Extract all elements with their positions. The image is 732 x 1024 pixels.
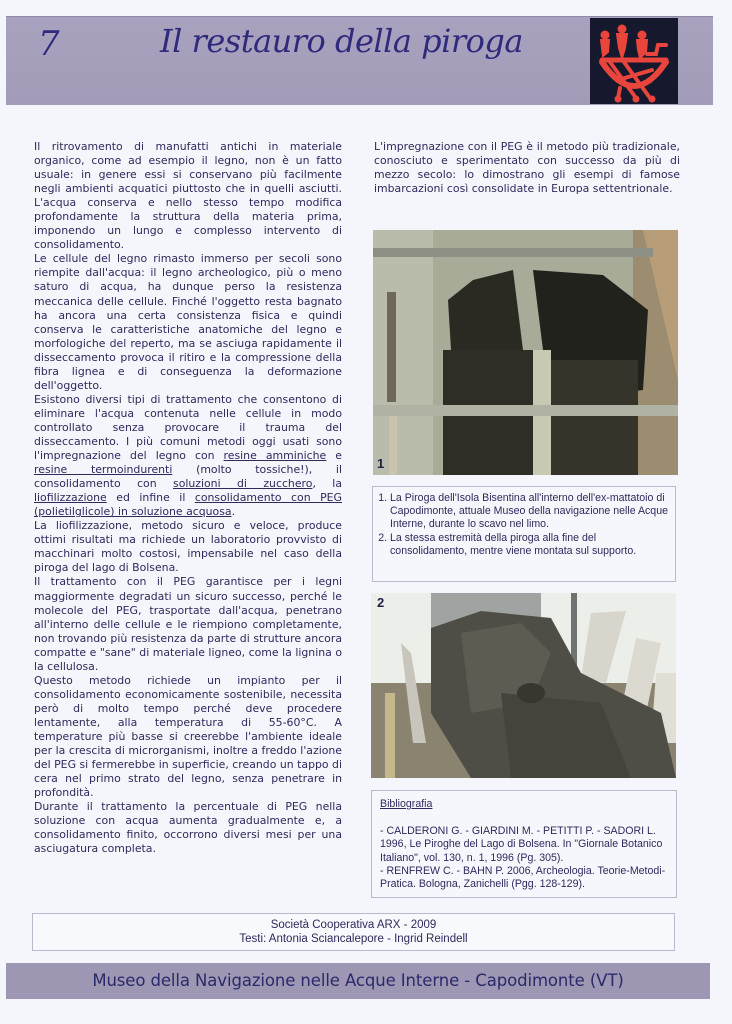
paragraph-peg-treatment: Il trattamento con il PEG garantisce per i legni maggiormente degradati un sicuro successo, perché le molecole del PEG, trasportate dall'acqua, penetrano all'interno delle cellule e le riempiono completamente, non trovando più resistenza da parte di strutture ancora compatte e "sane" di materiale ligneo, come la lignina o la cellulosa. xyxy=(34,575,342,673)
paragraph-liofilizzazione: La liofilizzazione, metodo sicuro e veloce, produce ottimi risultati ma richiede un laboratorio provvisto di macchinari molto costosi, impensabile nel caso della piroga del lago di Bolsena. xyxy=(34,519,342,575)
text-segment: e xyxy=(326,449,343,463)
footer-band: Museo della Navigazione nelle Acque Interne - Capodimonte (VT) xyxy=(6,963,710,999)
right-column-intro: L'impregnazione con il PEG è il metodo più tradizionale, conosciuto e sperimentato con successo da più di mezzo secolo: lo dimostrano gli esempi di famose imbarcazioni così consolidate in Europa settentrionale. xyxy=(374,140,680,196)
text-segment: . xyxy=(231,505,236,519)
paragraph-intro: Il ritrovamento di manufatti antichi in materiale organico, come ad esempio il legno, non è un fatto usuale: in genere essi si conservano più facilmente negli ambienti acquatici piuttosto che in quelli asciutti. L'acqua conserva e nello stesso tempo modifica profondamente la struttura della materia prima, imponendo un lungo e complesso intervento di consolidamento. xyxy=(34,140,342,252)
page-number: 7 xyxy=(38,24,60,64)
photo-number-label: 2 xyxy=(377,595,385,610)
term-soluzioni-zucchero: soluzioni di zucchero xyxy=(173,477,313,491)
bibliography-box xyxy=(371,790,677,898)
paragraph-method: Questo metodo richiede un impianto per il consolidamento economicamente sostenibile, necessita però di molto tempo perché deve procedere lentamente, alla temperatura di 55-60°C. A temperature più basse si creerebbe l'ambiente ideale per la crescita di microrganismi, inoltre a freddo l'azione del PEG si fermerebbe in superficie, creando un tappo di cera nel primo strato del legno, senza penetrare in profondità. xyxy=(34,673,342,800)
page-title: Il restauro della piroga xyxy=(160,22,523,60)
text-segment: , la xyxy=(312,477,342,491)
term-consolidamento-peg: consolidamento con PEG (polietilglicole) in soluzione acquosa xyxy=(34,491,342,519)
text-segment: ed infine il xyxy=(106,491,195,505)
left-column xyxy=(34,140,342,856)
rock-carving-boat-logo-icon xyxy=(590,18,678,104)
term-liofilizzazione: liofilizzazione xyxy=(34,491,107,505)
caption-item: 2. La stessa estremità della piroga alla fine del consolidamento, mentre viene montata sul supporto. xyxy=(390,532,669,558)
credits-box xyxy=(32,913,675,951)
text-segment: Esistono diversi tipi di trattamento che consentono di eliminare l'acqua contenuta nelle cellule in modo controllato senza provocare il trauma del disseccamento. I più comuni metodi oggi usati sono l'impregnazione del legno con xyxy=(34,392,342,463)
logo xyxy=(590,18,678,104)
term-resine-termoindurenti: resine termoindurenti xyxy=(34,463,173,477)
photo-consolidated-piroga xyxy=(371,593,676,778)
paragraph-drying: Durante il trattamento la percentuale di PEG nella soluzione con acqua aumenta gradualmente e, a consolidamento finito, occorrono diversi mesi per una asciugatura completa. xyxy=(34,800,342,856)
excavation-photo-image xyxy=(373,230,678,475)
bibliography-title: Bibliografia xyxy=(380,798,433,810)
caption-item: 1. La Piroga dell'Isola Bisentina all'interno dell'ex-mattatoio di Capodimonte, attuale Museo della navigazione nelle Acque Interne, durante lo scavo nel limo. xyxy=(390,492,669,532)
credits-publisher: Società Cooperativa ARX - 2009 xyxy=(270,919,437,931)
text-segment: (molto tossiche!), il consolidamento con xyxy=(34,463,342,491)
photo-captions xyxy=(372,486,676,582)
bibliography-entry: - CALDERONI G. - GIARDINI M. - PETITTI P. - SADORI L. 1996, Le Piroghe del Lago di Bolsena. In "Giornale Botanico Italiano", vol. 130, n. 1, 1996 (Pg. 305). xyxy=(380,825,663,864)
credits-authors: Testi: Antonia Sciancalepore - Ingrid Reindell xyxy=(239,933,468,945)
term-resine-amminiche: resine amminiche xyxy=(223,449,327,463)
piroga-photo-image xyxy=(371,593,676,778)
photo-number-label: 1 xyxy=(377,456,385,471)
bibliography-entry: - RENFREW C. - BAHN P. 2006, Archeologia. Teorie-Metodi-Pratica. Bologna, Zanichelli (Pgg. 128-129). xyxy=(380,864,666,891)
paragraph-wood-cells: Le cellule del legno rimasto immerso per secoli sono riempite dall'acqua: il legno archeologico, più o meno saturo di acqua, ha dunque perso la resistenza meccanica delle cellule. Finché l'oggetto resta bagnato ha ancora una certa consistenza fisica e quindi conserva le caratteristiche anatomiche del legno e morfologiche del reperto, ma se asciuga rapidamente il disseccamento provoca il ritiro e la compressione della fibra lignea e di conseguenza la deformazione dell'oggetto. xyxy=(34,252,342,392)
photo-excavation xyxy=(373,230,678,475)
paragraph-treatments xyxy=(34,393,342,519)
